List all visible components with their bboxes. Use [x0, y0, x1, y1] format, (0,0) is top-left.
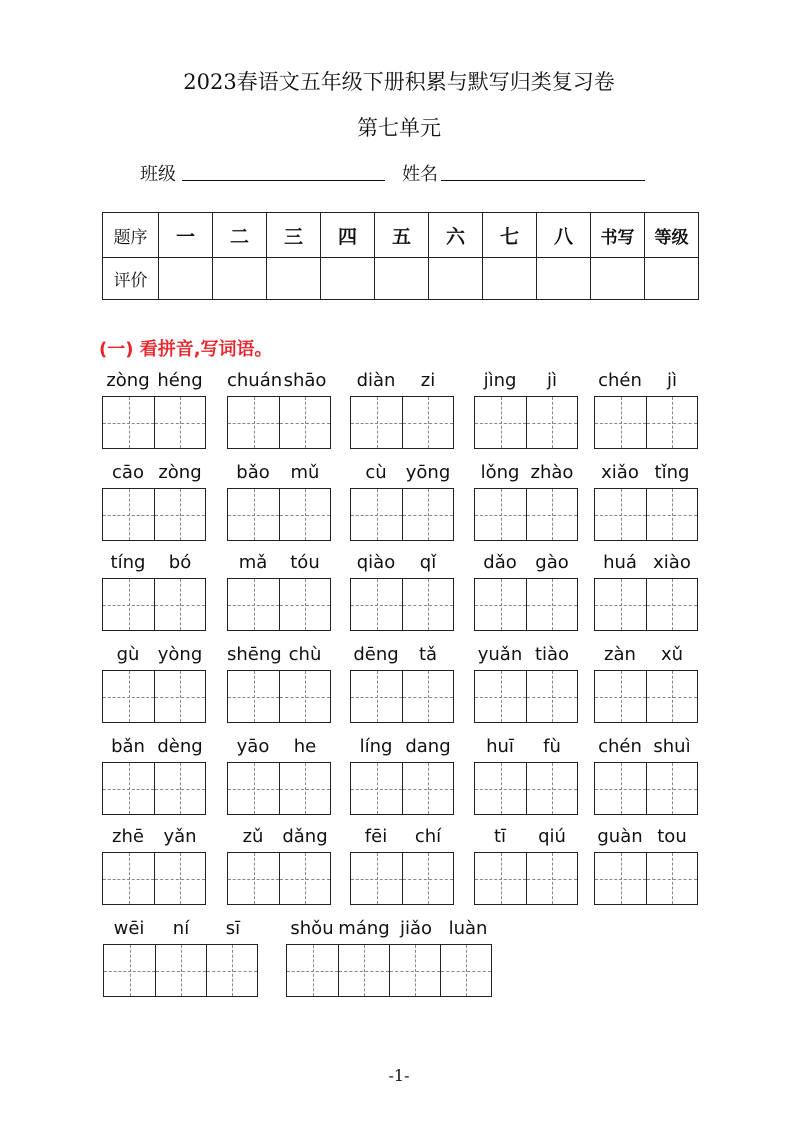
pinyin-label — [594, 736, 698, 762]
pinyin-label — [227, 552, 331, 578]
writing-cell[interactable] — [595, 489, 646, 540]
pinyin-syllable: huī — [486, 736, 514, 757]
writing-cell[interactable] — [287, 945, 338, 996]
pinyin-syllable: tǐng — [654, 462, 690, 483]
writing-cell[interactable] — [646, 579, 697, 630]
writing-cell[interactable] — [228, 489, 279, 540]
writing-grid — [474, 852, 578, 905]
writing-grid — [227, 578, 331, 631]
writing-cell[interactable] — [154, 397, 205, 448]
pinyin-syllable: luàn — [448, 918, 488, 939]
pinyin-syllable: líng — [359, 736, 393, 757]
writing-cell[interactable] — [228, 763, 279, 814]
pinyin-label — [594, 552, 698, 578]
pinyin-syllable: bǎn — [111, 736, 145, 757]
writing-grid — [474, 578, 578, 631]
writing-cell[interactable] — [155, 945, 206, 996]
writing-grid — [350, 488, 454, 541]
writing-cell[interactable] — [103, 671, 154, 722]
writing-grid — [103, 944, 258, 997]
writing-cell[interactable] — [526, 853, 577, 904]
writing-grid — [350, 670, 454, 723]
pinyin-syllable: tíng — [110, 552, 146, 573]
writing-cell[interactable] — [279, 853, 330, 904]
pinyin-label — [227, 370, 331, 396]
pinyin-label — [474, 644, 578, 670]
writing-grid — [594, 578, 698, 631]
pinyin-label — [350, 644, 454, 670]
writing-cell[interactable] — [228, 671, 279, 722]
pinyin-syllable: bó — [168, 552, 192, 573]
pinyin-syllable: cù — [365, 462, 387, 483]
writing-cell[interactable] — [228, 397, 279, 448]
writing-cell[interactable] — [402, 763, 453, 814]
pinyin-label — [102, 644, 206, 670]
column-header: 四 — [321, 213, 375, 258]
pinyin-syllable: zàn — [604, 644, 636, 665]
pinyin-syllable: zǔ — [242, 826, 264, 847]
writing-cell[interactable] — [526, 489, 577, 540]
writing-cell[interactable] — [154, 853, 205, 904]
writing-cell[interactable] — [595, 671, 646, 722]
writing-cell[interactable] — [595, 397, 646, 448]
pinyin-syllable: tǎ — [418, 644, 438, 665]
writing-cell[interactable] — [103, 853, 154, 904]
pinyin-syllable: tiào — [534, 644, 570, 665]
pinyin-syllable: dēng — [353, 644, 399, 665]
pinyin-syllable: lǒng — [480, 462, 520, 483]
page-number: -1- — [388, 1066, 410, 1085]
writing-cell[interactable] — [595, 853, 646, 904]
writing-cell[interactable] — [351, 853, 402, 904]
writing-cell[interactable] — [402, 671, 453, 722]
pinyin-label — [594, 370, 698, 396]
eval-cell[interactable] — [159, 258, 213, 300]
writing-cell[interactable] — [103, 579, 154, 630]
column-header: 一 — [159, 213, 213, 258]
pinyin-syllable: yāo — [236, 736, 270, 757]
pinyin-label — [474, 736, 578, 762]
pinyin-syllable: cāo — [112, 462, 144, 483]
pinyin-label — [474, 462, 578, 488]
writing-cell[interactable] — [279, 579, 330, 630]
writing-cell[interactable] — [351, 579, 402, 630]
writing-grid — [350, 578, 454, 631]
writing-cell[interactable] — [154, 671, 205, 722]
pinyin-syllable: jiǎo — [399, 918, 433, 939]
writing-cell[interactable] — [475, 489, 526, 540]
writing-cell[interactable] — [440, 945, 491, 996]
writing-cell[interactable] — [402, 489, 453, 540]
writing-grid — [227, 396, 331, 449]
writing-grid — [594, 852, 698, 905]
writing-cell[interactable] — [154, 489, 205, 540]
pinyin-label — [594, 462, 698, 488]
pinyin-label — [350, 736, 454, 762]
pinyin-syllable: xǔ — [660, 644, 684, 665]
pinyin-syllable: dǎo — [483, 552, 517, 573]
writing-cell[interactable] — [228, 579, 279, 630]
score-table-header-row — [103, 213, 699, 258]
writing-cell[interactable] — [389, 945, 440, 996]
writing-cell[interactable] — [595, 763, 646, 814]
eval-cell[interactable] — [591, 258, 645, 300]
row-label-order: 题序 — [103, 213, 159, 258]
name-field[interactable] — [441, 180, 645, 181]
writing-cell[interactable] — [646, 397, 697, 448]
pinyin-syllable: mǎ — [238, 552, 268, 573]
pinyin-syllable: zòng — [106, 370, 150, 391]
pinyin-syllable: zhē — [112, 826, 144, 847]
pinyin-label — [594, 644, 698, 670]
pinyin-syllable: máng — [338, 918, 390, 939]
writing-cell[interactable] — [526, 579, 577, 630]
writing-grid — [594, 670, 698, 723]
pinyin-syllable: jì — [546, 370, 557, 391]
score-table-eval-row — [103, 258, 699, 300]
writing-grid — [227, 670, 331, 723]
pinyin-syllable: dèng — [157, 736, 203, 757]
writing-cell[interactable] — [526, 763, 577, 814]
writing-grid — [102, 396, 206, 449]
column-header: 二 — [213, 213, 267, 258]
class-field[interactable] — [182, 180, 385, 181]
pinyin-syllable: jìng — [483, 370, 517, 391]
class-label: 班级 — [140, 164, 176, 185]
writing-grid — [474, 396, 578, 449]
writing-cell[interactable] — [526, 397, 577, 448]
writing-cell[interactable] — [402, 397, 453, 448]
writing-cell[interactable] — [646, 671, 697, 722]
writing-grid — [474, 762, 578, 815]
writing-cell[interactable] — [351, 397, 402, 448]
pinyin-syllable: tī — [493, 826, 507, 847]
writing-cell[interactable] — [103, 489, 154, 540]
pinyin-label — [227, 736, 331, 762]
writing-cell[interactable] — [154, 763, 205, 814]
row-label-eval: 评价 — [103, 258, 159, 300]
pinyin-syllable: chén — [598, 736, 642, 757]
pinyin-label — [102, 370, 206, 396]
eval-cell[interactable] — [213, 258, 267, 300]
pinyin-label — [594, 826, 698, 852]
writing-cell[interactable] — [475, 579, 526, 630]
pinyin-syllable: fù — [543, 736, 561, 757]
writing-cell[interactable] — [103, 763, 154, 814]
eval-cell[interactable] — [429, 258, 483, 300]
pinyin-label — [350, 552, 454, 578]
column-header: 等级 — [645, 213, 699, 258]
writing-grid — [594, 488, 698, 541]
pinyin-label — [103, 918, 259, 944]
pinyin-label — [227, 826, 331, 852]
writing-cell[interactable] — [154, 579, 205, 630]
pinyin-syllable: xiào — [653, 552, 691, 573]
pinyin-syllable: shāo — [283, 370, 327, 391]
writing-cell[interactable] — [351, 489, 402, 540]
pinyin-syllable: huá — [603, 552, 637, 573]
writing-cell[interactable] — [475, 671, 526, 722]
writing-cell[interactable] — [338, 945, 389, 996]
pinyin-syllable: fēi — [364, 826, 388, 847]
writing-grid — [474, 670, 578, 723]
pinyin-syllable: bǎo — [236, 462, 270, 483]
column-header: 书写 — [591, 213, 645, 258]
eval-cell[interactable] — [375, 258, 429, 300]
writing-cell[interactable] — [646, 853, 697, 904]
pinyin-syllable: yòng — [157, 644, 203, 665]
writing-grid — [102, 762, 206, 815]
writing-grid — [102, 488, 206, 541]
pinyin-syllable: dang — [405, 736, 451, 757]
pinyin-label — [474, 370, 578, 396]
pinyin-syllable: wēi — [113, 918, 145, 939]
column-header: 八 — [537, 213, 591, 258]
name-label: 姓名 — [402, 164, 438, 185]
eval-cell[interactable] — [483, 258, 537, 300]
pinyin-label — [227, 462, 331, 488]
writing-cell[interactable] — [595, 579, 646, 630]
writing-grid — [102, 578, 206, 631]
pinyin-syllable: yǎn — [163, 826, 197, 847]
writing-cell[interactable] — [279, 763, 330, 814]
pinyin-syllable: xiǎo — [601, 462, 639, 483]
writing-cell[interactable] — [351, 671, 402, 722]
pinyin-label — [286, 918, 494, 944]
writing-grid — [594, 762, 698, 815]
pinyin-syllable: shēng — [227, 644, 282, 665]
page-title: 2023春语文五年级下册积累与默写归类复习卷 — [183, 70, 615, 94]
writing-grid — [102, 670, 206, 723]
pinyin-syllable: zi — [420, 370, 436, 391]
score-table — [102, 212, 699, 300]
column-header: 三 — [267, 213, 321, 258]
writing-cell[interactable] — [279, 489, 330, 540]
eval-cell[interactable] — [537, 258, 591, 300]
column-header: 五 — [375, 213, 429, 258]
pinyin-syllable: ní — [172, 918, 190, 939]
writing-cell[interactable] — [475, 853, 526, 904]
writing-cell[interactable] — [475, 763, 526, 814]
writing-cell[interactable] — [475, 397, 526, 448]
pinyin-syllable: qǐ — [419, 552, 437, 573]
writing-grid — [286, 944, 492, 997]
pinyin-syllable: zòng — [158, 462, 202, 483]
pinyin-syllable: guàn — [597, 826, 643, 847]
pinyin-syllable: dǎng — [282, 826, 328, 847]
pinyin-label — [227, 644, 331, 670]
pinyin-syllable: yōng — [405, 462, 451, 483]
writing-cell[interactable] — [646, 763, 697, 814]
pinyin-syllable: shǒu — [290, 918, 334, 939]
eval-cell[interactable] — [321, 258, 375, 300]
writing-cell[interactable] — [402, 579, 453, 630]
pinyin-label — [350, 826, 454, 852]
unit-subtitle: 第七单元 — [357, 116, 441, 140]
pinyin-syllable: qiú — [538, 826, 566, 847]
writing-cell[interactable] — [103, 397, 154, 448]
pinyin-syllable: chén — [598, 370, 642, 391]
writing-grid — [227, 762, 331, 815]
pinyin-syllable: héng — [157, 370, 203, 391]
writing-cell[interactable] — [526, 671, 577, 722]
writing-grid — [350, 762, 454, 815]
pinyin-label — [474, 552, 578, 578]
writing-cell[interactable] — [279, 397, 330, 448]
pinyin-label — [102, 736, 206, 762]
column-header: 七 — [483, 213, 537, 258]
writing-cell[interactable] — [206, 945, 257, 996]
writing-grid — [594, 396, 698, 449]
eval-cell[interactable] — [267, 258, 321, 300]
pinyin-syllable: tóu — [290, 552, 320, 573]
writing-grid — [102, 852, 206, 905]
writing-cell[interactable] — [279, 671, 330, 722]
writing-cell[interactable] — [228, 853, 279, 904]
pinyin-syllable: sī — [225, 918, 241, 939]
pinyin-label — [102, 826, 206, 852]
section-title: (一) 看拼音,写词语。 — [99, 339, 273, 360]
pinyin-label — [350, 462, 454, 488]
pinyin-syllable: gào — [535, 552, 569, 573]
writing-cell[interactable] — [351, 763, 402, 814]
pinyin-syllable: chí — [414, 826, 442, 847]
pinyin-syllable: he — [293, 736, 317, 757]
pinyin-syllable: shuì — [653, 736, 691, 757]
pinyin-syllable: tou — [657, 826, 687, 847]
pinyin-syllable: chuán — [227, 370, 283, 391]
pinyin-syllable: yuǎn — [477, 644, 523, 665]
writing-grid — [350, 396, 454, 449]
pinyin-label — [474, 826, 578, 852]
writing-grid — [350, 852, 454, 905]
writing-grid — [227, 852, 331, 905]
pinyin-syllable: chù — [288, 644, 322, 665]
eval-cell[interactable] — [645, 258, 699, 300]
pinyin-syllable: zhào — [530, 462, 574, 483]
pinyin-syllable: jì — [666, 370, 677, 391]
pinyin-syllable: diàn — [356, 370, 396, 391]
pinyin-syllable: mǔ — [290, 462, 320, 483]
pinyin-label — [102, 462, 206, 488]
writing-cell[interactable] — [402, 853, 453, 904]
column-header: 六 — [429, 213, 483, 258]
writing-cell[interactable] — [646, 489, 697, 540]
pinyin-syllable: qiào — [356, 552, 396, 573]
writing-grid — [474, 488, 578, 541]
pinyin-syllable: gù — [116, 644, 140, 665]
writing-cell[interactable] — [104, 945, 155, 996]
writing-grid — [227, 488, 331, 541]
pinyin-label — [350, 370, 454, 396]
pinyin-label — [102, 552, 206, 578]
